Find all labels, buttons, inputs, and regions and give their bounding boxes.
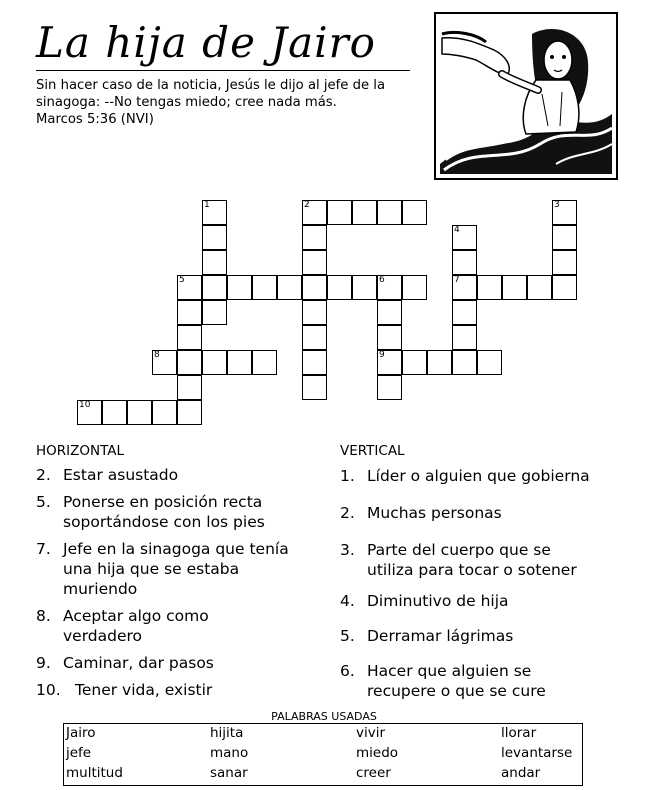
crossword-cell[interactable] — [527, 275, 552, 300]
crossword-cell[interactable] — [202, 225, 227, 250]
crossword-cell[interactable] — [377, 375, 402, 400]
word-bank-word: Jairo — [66, 725, 96, 741]
crossword-cell[interactable] — [377, 200, 402, 225]
clue-text: recupere o que se cure — [367, 682, 546, 700]
clue-text: muriendo — [63, 580, 138, 598]
crossword-cell[interactable] — [452, 225, 477, 250]
crossword-cell[interactable] — [302, 325, 327, 350]
clue-text: Jefe en la sinagoga que tenía — [63, 540, 289, 558]
clue-number: 5. — [36, 493, 51, 511]
crossword-cell[interactable] — [327, 275, 352, 300]
crossword-cell[interactable] — [477, 350, 502, 375]
crossword-cell[interactable] — [302, 200, 327, 225]
word-bank-word: llorar — [501, 725, 537, 741]
crossword-cell[interactable] — [327, 200, 352, 225]
clue-text: Muchas personas — [367, 504, 502, 522]
crossword-cell[interactable] — [177, 375, 202, 400]
clue-number: 10 — [79, 400, 91, 410]
crossword-cell[interactable] — [302, 250, 327, 275]
clue-item — [340, 626, 513, 646]
crossword-cell[interactable] — [202, 250, 227, 275]
clue-item — [340, 591, 509, 611]
crossword-cell[interactable] — [302, 375, 327, 400]
crossword-cell[interactable] — [177, 300, 202, 325]
verse-line-1: Sin hacer caso de la noticia, Jesús le dijo al jefe de la — [36, 78, 386, 93]
clue-text: utiliza para tocar o sotener — [367, 561, 577, 579]
crossword-cell[interactable] — [552, 250, 577, 275]
bible-verse — [36, 77, 426, 128]
clue-number: 9 — [379, 350, 385, 360]
crossword-cell[interactable] — [402, 200, 427, 225]
clue-number: 7 — [454, 275, 460, 285]
crossword-cell[interactable] — [502, 275, 527, 300]
clue-text: Caminar, dar pasos — [63, 654, 214, 672]
clue-number: 2. — [36, 466, 51, 484]
word-bank-word: hijita — [210, 725, 244, 741]
crossword-cell[interactable] — [352, 275, 377, 300]
clue-text: verdadero — [63, 627, 143, 645]
clue-item — [340, 540, 577, 580]
crossword-cell[interactable] — [477, 275, 502, 300]
crossword-cell[interactable] — [452, 300, 477, 325]
clue-text: Ponerse en posición recta — [63, 493, 263, 511]
crossword-cell[interactable] — [127, 400, 152, 425]
crossword-cell[interactable] — [177, 325, 202, 350]
clue-text: Hacer que alguien se — [367, 662, 532, 680]
clue-item — [36, 492, 265, 532]
crossword-cell[interactable] — [252, 350, 277, 375]
clue-text: Parte del cuerpo que se — [367, 541, 551, 559]
verse-line-2: sinagoga: --No tengas miedo; cree nada más. — [36, 95, 337, 110]
word-bank-word: jefe — [66, 745, 92, 761]
crossword-cell[interactable] — [152, 350, 177, 375]
crossword-cell[interactable] — [252, 275, 277, 300]
crossword-cell[interactable] — [202, 200, 227, 225]
clue-number: 4 — [454, 225, 460, 235]
clue-number: 8 — [154, 350, 160, 360]
crossword-cell[interactable] — [402, 350, 427, 375]
crossword-cell[interactable] — [202, 350, 227, 375]
crossword-cell[interactable] — [152, 400, 177, 425]
clue-number: 8. — [36, 607, 51, 625]
clue-text: Diminutivo de hija — [367, 592, 509, 610]
clue-number: 10. — [36, 681, 61, 699]
word-bank — [63, 723, 583, 786]
crossword-cell[interactable] — [552, 225, 577, 250]
crossword-cell[interactable] — [177, 400, 202, 425]
clue-number: 3 — [554, 200, 560, 210]
clue-number: 2 — [304, 200, 310, 210]
clue-text: Aceptar algo como — [63, 607, 209, 625]
crossword-cell[interactable] — [202, 300, 227, 325]
jesus-raising-girl-illustration — [434, 12, 618, 180]
clue-item — [36, 653, 214, 673]
crossword-cell[interactable] — [202, 275, 227, 300]
clue-number: 1. — [340, 467, 355, 485]
word-bank-word: creer — [356, 765, 391, 781]
crossword-cell[interactable] — [452, 350, 477, 375]
crossword-cell[interactable] — [177, 350, 202, 375]
clue-item — [36, 465, 178, 485]
crossword-cell[interactable] — [177, 275, 202, 300]
clue-number: 4. — [340, 592, 355, 610]
clue-number: 3. — [340, 541, 355, 559]
clue-text: Tener vida, existir — [75, 681, 213, 699]
word-bank-word: miedo — [356, 745, 399, 761]
crossword-cell[interactable] — [377, 300, 402, 325]
crossword-cell[interactable] — [302, 275, 327, 300]
clue-text: Derramar lágrimas — [367, 627, 514, 645]
clue-item — [36, 606, 209, 646]
clue-text: Estar asustado — [63, 466, 179, 484]
clue-item — [36, 680, 212, 700]
crossword-cell[interactable] — [277, 275, 302, 300]
clue-number: 2. — [340, 504, 355, 522]
clue-item — [340, 503, 502, 523]
clue-text: una hija que se estaba — [63, 560, 240, 578]
verse-reference: Marcos 5:36 (NVI) — [36, 112, 154, 127]
clue-item — [340, 661, 546, 701]
crossword-cell[interactable] — [352, 200, 377, 225]
word-bank-word: mano — [210, 745, 249, 761]
crossword-cell[interactable] — [452, 250, 477, 275]
clue-number: 1 — [204, 200, 210, 210]
word-bank-word: sanar — [210, 765, 248, 781]
crossword-cell[interactable] — [552, 275, 577, 300]
crossword-cell[interactable] — [227, 350, 252, 375]
clue-number: 5 — [179, 275, 185, 285]
clue-number: 6. — [340, 662, 355, 680]
vertical-heading: VERTICAL — [340, 443, 405, 459]
crossword-cell[interactable] — [452, 275, 477, 300]
clue-number: 9. — [36, 654, 51, 672]
clue-number: 7. — [36, 540, 51, 558]
word-bank-word: levantarse — [501, 745, 573, 761]
clue-number: 5. — [340, 627, 355, 645]
crossword-cell[interactable] — [427, 350, 452, 375]
crossword-cell[interactable] — [377, 275, 402, 300]
crossword-cell[interactable] — [402, 275, 427, 300]
crossword-cell[interactable] — [77, 400, 102, 425]
clue-number: 6 — [379, 275, 385, 285]
crossword-cell[interactable] — [302, 300, 327, 325]
word-bank-word: vivir — [356, 725, 386, 741]
crossword-cell[interactable] — [452, 325, 477, 350]
illustration-drawing — [436, 14, 616, 178]
crossword-cell[interactable] — [227, 275, 252, 300]
clue-text: soportándose con los pies — [63, 513, 265, 531]
clue-item — [340, 466, 590, 486]
crossword-cell[interactable] — [377, 325, 402, 350]
word-bank-title: PALABRAS USADAS — [271, 710, 377, 723]
word-bank-word: andar — [501, 765, 541, 781]
crossword-cell[interactable] — [102, 400, 127, 425]
page-title: La hija de Jairo — [36, 18, 376, 67]
crossword-cell[interactable] — [302, 225, 327, 250]
crossword-cell[interactable] — [552, 200, 577, 225]
clue-item — [36, 539, 289, 599]
word-bank-word: multitud — [66, 765, 123, 781]
clue-text: Líder o alguien que gobierna — [367, 467, 590, 485]
title-underline — [36, 70, 410, 71]
horizontal-heading: HORIZONTAL — [36, 443, 125, 459]
crossword-cell[interactable] — [302, 350, 327, 375]
crossword-cell[interactable] — [377, 350, 402, 375]
